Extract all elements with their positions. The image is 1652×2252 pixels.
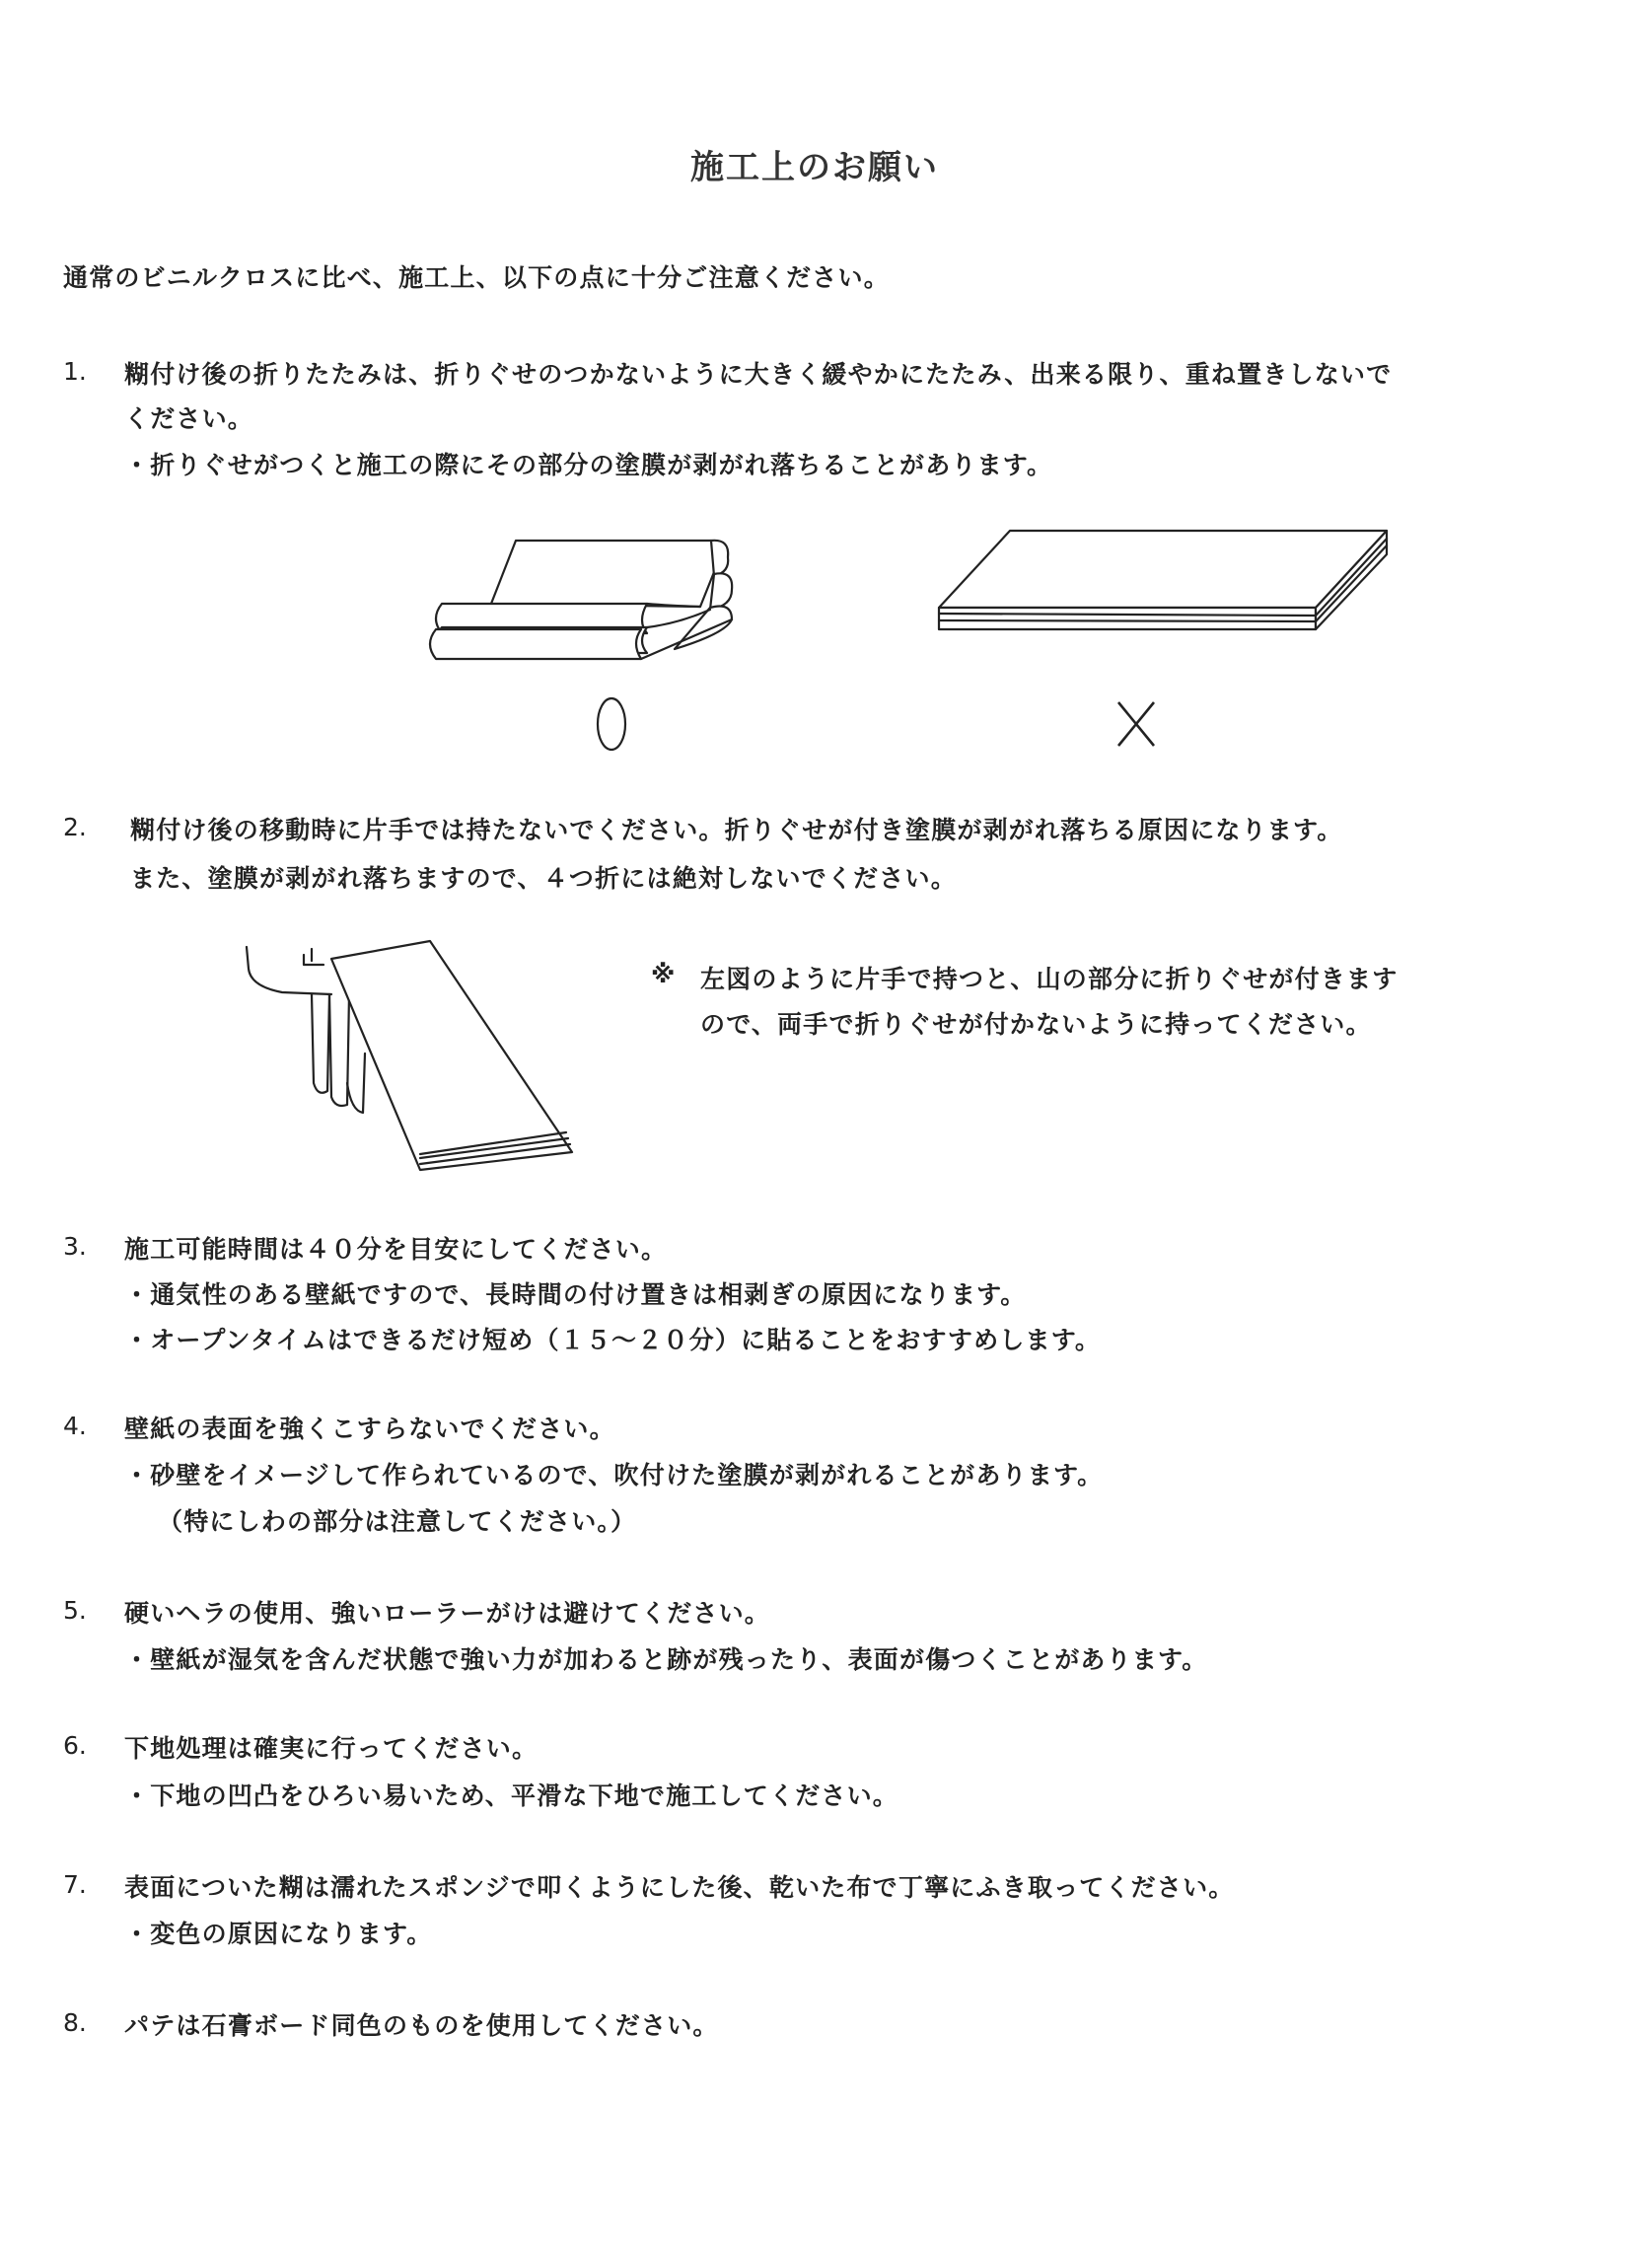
item-number-7: 7. <box>63 1870 87 1899</box>
item-number-1: 1. <box>63 357 87 386</box>
item-1-line-2: ください。 <box>124 404 254 433</box>
note-line-2: ので、両手で折りぐせが付かないように持ってください。 <box>700 1010 1372 1039</box>
circle-good-icon <box>592 696 631 752</box>
item-1-line-1: 糊付け後の折りたたみは、折りぐせのつかないように大きく緩やかにたたみ、出来る限り、重ね置きしないで <box>124 360 1393 389</box>
item-number-4: 4. <box>63 1412 87 1440</box>
item-2-line-2: また、塗膜が剥がれ落ちますので、４つ折には絶対しないでください。 <box>130 864 957 893</box>
item-6-line-1: 下地処理は確実に行ってください。 <box>124 1734 539 1763</box>
item-6-bullet-1: ・下地の凹凸をひろい易いため、平滑な下地で施工してください。 <box>124 1781 899 1810</box>
item-7-bullet-1: ・変色の原因になります。 <box>124 1920 433 1948</box>
item-3-bullet-1: ・通気性のある壁紙ですので、長時間の付け置きは相剥ぎの原因になります。 <box>124 1280 1027 1309</box>
item-8-line-1: パテは石膏ボード同色のものを使用してください。 <box>124 2011 719 2040</box>
intro-text: 通常のビニルクロスに比べ、施工上、以下の点に十分ご注意ください。 <box>63 263 890 292</box>
one-hand-carry-illustration <box>241 935 655 1172</box>
item-5-line-1: 硬いヘラの使用、強いローラーがけは避けてください。 <box>124 1599 771 1628</box>
item-1-bullet-1: ・折りぐせがつくと施工の際にその部分の塗膜が剥がれ落ちることがあります。 <box>124 451 1053 479</box>
item-4-line-1: 壁紙の表面を強くこすらないでください。 <box>124 1415 615 1443</box>
item-7-line-1: 表面についた糊は濡れたスポンジで叩くようにした後、乾いた布で丁寧にふき取ってください。 <box>124 1873 1235 1902</box>
item-3-line-1: 施工可能時間は４０分を目安にしてください。 <box>124 1235 668 1264</box>
tight-stack-illustration <box>931 529 1395 637</box>
item-4-bullet-1: ・砂壁をイメージして作られているので、吹付けた塗膜が剥がれることがあります。 <box>124 1461 1104 1489</box>
note-line-1: 左図のように片手で持つと、山の部分に折りぐせが付きます <box>700 965 1399 993</box>
cross-bad-icon <box>1114 700 1158 748</box>
item-4-bullet-2: （特にしわの部分は注意してください。） <box>158 1507 637 1536</box>
item-5-bullet-1: ・壁紙が湿気を含んだ状態で強い力が加わると跡が残ったり、表面が傷つくことがあります。 <box>124 1645 1208 1674</box>
item-number-3: 3. <box>63 1232 87 1261</box>
item-3-bullet-2: ・オープンタイムはできるだけ短め（１５～２０分）に貼ることをおすすめします。 <box>124 1326 1102 1354</box>
loose-fold-illustration <box>422 533 876 651</box>
item-2-line-1: 糊付け後の移動時に片手では持たないでください。折りぐせが付き塗膜が剥がれ落ちる原因になります。 <box>130 816 1343 844</box>
item-number-5: 5. <box>63 1596 87 1625</box>
page-title: 施工上のお願い <box>690 148 939 187</box>
item-number-2: 2. <box>63 813 87 841</box>
item-number-6: 6. <box>63 1731 87 1760</box>
item-number-8: 8. <box>63 2008 87 2037</box>
note-mark: ※ <box>651 960 677 988</box>
